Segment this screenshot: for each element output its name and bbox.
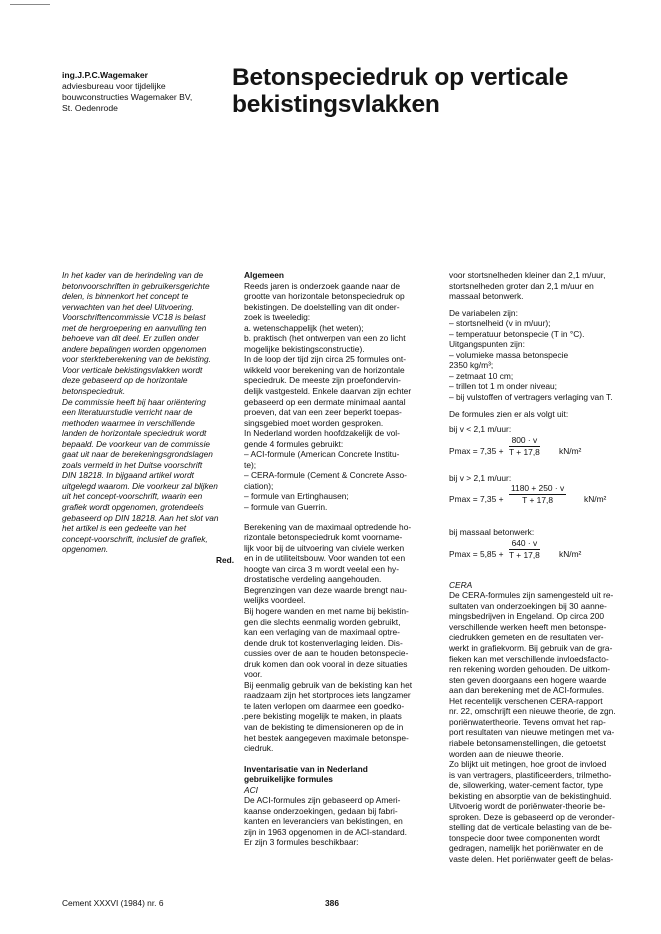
intro-line: bepaald. De voorkeur van de commissie — [62, 438, 211, 449]
body-line: zijn in 1963 opgenomen in de ACI-standard. — [244, 826, 407, 837]
assumptions-item: – zetmaat 10 cm; — [449, 370, 514, 381]
body-line: – CERA-formule (Cement & Concrete Asso- — [244, 470, 407, 481]
body-line: kaanse onderzoekingen, gedaan bij fabri- — [244, 805, 398, 816]
fraction-denominator: T + 17,8 — [509, 446, 540, 457]
body-line: het bestek aangegeven maximale betonspe- — [244, 732, 409, 743]
body-line: gende 4 formules gebruikt: — [244, 438, 344, 449]
body-line: zoek is tweeledig: — [244, 312, 311, 323]
body-line: grootte van horizontale betonspeciedruk op — [244, 291, 405, 302]
body-line: Uitvoerig wordt de poriënwater-theorie be- — [449, 801, 606, 812]
intro-line: uit het concept-voorschrift, waarin een — [62, 491, 203, 502]
intro-line: met de hergroepering en aanvulling ten — [62, 322, 207, 333]
intro-line: voor sterkteberekening van de bekisting. — [62, 354, 211, 365]
body-line: vaste delen. Het poriënwater geeft de belas- — [449, 853, 614, 864]
body-line: en in de utiliteitsbouw. Voor wanden tot een — [244, 553, 406, 564]
intro-line: landen de horizontale speciedruk wordt — [62, 428, 207, 439]
body-line: dende druk tot kostenverlaging leiden. Dis- — [244, 637, 403, 648]
assumptions-item: – trillen tot 1 m onder niveau; — [449, 381, 558, 392]
body-line: De ACI-formules zijn gebaseerd op Ameri- — [244, 795, 401, 806]
section-heading-inventarisatie: gebruikelijke formules — [244, 774, 333, 785]
body-line: wikkeld voor berekening van de horizontale — [244, 364, 405, 375]
column-2 — [244, 270, 440, 848]
body-line: tonspecie door twee componenten wordt — [449, 832, 600, 843]
fraction-numerator: 640 · v — [509, 538, 540, 550]
variables-item: – temperatuur betonspecie (T in °C). — [449, 328, 585, 339]
body-line: De CERA-formules zijn samengesteld uit re- — [449, 590, 614, 601]
subheading-aci: ACI — [244, 784, 258, 795]
body-line: de, silowerking, water-cement factor, type — [449, 780, 604, 791]
body-line: sten geven doorgaans een hogere waarde — [449, 674, 607, 685]
formulas-intro: De formules zien er als volgt uit: — [449, 408, 569, 419]
article-title — [232, 64, 632, 118]
body-line: sproken. Deze is gebaseerd op de veronder- — [449, 811, 615, 822]
intro-line: verwachten van het deel Uitvoering. — [62, 301, 194, 312]
page-number: 386 — [325, 898, 339, 908]
body-line: Begrenzingen van deze waarde brengt nau- — [244, 584, 407, 595]
body-line: In de loop der tijd zijn circa 25 formules ont- — [244, 354, 406, 365]
formula-unit: kN/m² — [584, 494, 607, 505]
intro-line: deze gebaseerd op de horizontale — [62, 375, 188, 386]
intro-line: In het kader van de herindeling van de — [62, 270, 204, 280]
body-line: port resultaten van nieuwe metingen met va- — [449, 727, 615, 738]
fraction-denominator: T + 17,8 — [522, 495, 553, 506]
author-name: ing.J.P.C.Wagemaker — [62, 70, 148, 80]
body-line: mogelijke bekistingsconstructie). — [244, 343, 365, 354]
intro-line: concept-voorschrift, inclusief de grafiek, — [62, 533, 208, 544]
body-line: aan dan berekening met de ACI-formules. — [449, 685, 605, 696]
formula-lhs: Pmax = 5,85 + — [449, 548, 504, 559]
intro-line: Voor verticale bekistingsvlakken wordt — [62, 364, 203, 375]
formula-condition: bij v < 2,1 m/uur: — [449, 424, 512, 435]
body-line: Het recentelijk verschenen CERA-rapport — [449, 695, 603, 706]
body-line: – ACI-formule (American Concrete Institu- — [244, 449, 400, 460]
assumptions-item: – volumieke massa betonspecie — [449, 349, 569, 360]
intro-line: methoden waarmee in verschillende — [62, 417, 195, 428]
body-line: kan een verlaging van de maximaal optre- — [244, 627, 400, 638]
fraction-denominator: T + 17,8 — [509, 549, 540, 560]
section-heading-inventarisatie: Inventarisatie van in Nederland — [244, 763, 368, 774]
author-affiliation-line: bouwconstructies Wagemaker BV, — [62, 92, 193, 102]
body-line: Er zijn 3 formules beschikbaar: — [244, 837, 359, 848]
body-line: te); — [244, 459, 257, 470]
assumptions-heading: Uitgangspunten zijn: — [449, 339, 525, 350]
fraction-numerator: 800 · v — [509, 435, 540, 447]
formula-fraction — [509, 435, 540, 458]
title-line: Betonspeciedruk op verticale — [232, 64, 569, 91]
formula-condition: bij massaal betonwerk: — [449, 527, 535, 538]
intro-line: Voorschriftencommissie VC18 is belast — [62, 312, 206, 323]
intro-line: het artikel is een gedeelte van het — [62, 523, 187, 534]
body-line: bekisting en absorptie van de bekistinghuid. — [449, 790, 612, 801]
intro-line: betonvoorschriften in gebruikersgerichte — [62, 280, 210, 291]
formula-fraction — [509, 483, 566, 506]
intro-line: behoeve van dit deel. Er zullen onder — [62, 333, 199, 344]
editorial-intro — [62, 270, 234, 565]
body-line: stortsnelheden groter dan 2,1 m/uur en — [449, 280, 594, 291]
body-line: speciedruk. De meeste zijn proefondervin- — [244, 375, 401, 386]
body-line: Reeds jaren is onderzoek gaande naar de — [244, 280, 400, 291]
author-affiliation-line: St. Oedenrode — [62, 103, 118, 113]
body-line: drostatische verdeling aangehouden. — [244, 574, 382, 585]
margin-mark: · — [241, 713, 244, 723]
body-line: stelling dat de verticale belasting van de be- — [449, 822, 612, 833]
body-line: gebaseerd op een dermate minimaal aantal — [244, 396, 406, 407]
body-line: Bij eenmalig gebruik van de bekisting kan het — [244, 679, 413, 690]
assumptions-item: 2350 kg/m³; — [449, 360, 494, 371]
body-line: worden aan de nieuwe theorie. — [449, 748, 564, 759]
body-line: mingsbedrijven in Engeland. Op circa 200 — [449, 611, 605, 622]
variables-item: – stortsnelheid (v in m/uur); — [449, 318, 551, 329]
body-line: werkt in grafiekvorm. Bij gebruik van de gra- — [449, 643, 613, 654]
body-line: ciedruk. — [244, 743, 274, 754]
intro-line: betonspeciedruk. — [62, 386, 126, 397]
body-line: ren rekening worden gehouden. De uitkom- — [449, 664, 611, 675]
spacer — [244, 513, 440, 522]
body-line: raadzaam zijn het stortproces iets langzamer — [244, 690, 411, 701]
body-line: singsgebied moet worden gesproken. — [244, 417, 384, 428]
formula-lhs: Pmax = 7,35 + — [449, 494, 504, 505]
body-line: Bij hogere wanden en met name bij bekistin- — [244, 605, 409, 616]
body-line: druk komen dan ook vooral in deze situaties — [244, 658, 408, 669]
body-line: bekistingen. De doelstelling van dit onder- — [244, 301, 400, 312]
formula-lhs: Pmax = 7,35 + — [449, 445, 504, 456]
journal-reference: Cement XXXVI (1984) nr. 6 — [62, 898, 164, 908]
intro-line: gebaseerd op DIN 18218. Aan het slot van — [62, 512, 219, 523]
formula-condition: bij v > 2,1 m/uur: — [449, 472, 512, 483]
spacer — [244, 754, 440, 764]
intro-line: grafiek wordt opgenomen, grotendeels — [62, 502, 204, 513]
intro-line: uitgelegd waarom. Die voorkeur zal blijken — [62, 480, 218, 491]
body-line: lijk voor bij de uitvoering van civiele werken — [244, 542, 405, 553]
spacer — [449, 517, 639, 527]
intro-line: opgenomen. — [62, 544, 109, 555]
body-line: a. wetenschappelijk (het weten); — [244, 322, 364, 333]
body-line: voor. — [244, 669, 263, 680]
body-line: Berekening van de maximaal optredende ho- — [244, 521, 412, 532]
pressure-formula — [449, 538, 639, 572]
formula-unit: kN/m² — [559, 548, 582, 559]
body-line: poriënwatertheorie. Tevens omvat het rap- — [449, 716, 606, 727]
title-line: bekistingsvlakken — [232, 91, 440, 118]
body-line: cussies over de aan te houden betonspecie- — [244, 648, 409, 659]
body-line: In Nederland worden hoofdzakelijk de vol- — [244, 428, 400, 439]
assumptions-item: – bij vulstoffen of vertragers verlaging van T. — [449, 392, 613, 403]
intro-line: gaat uit naar de berekeningsgrondslagen — [62, 449, 213, 460]
body-line: fieken kan met verschillende invloedsfacto- — [449, 653, 609, 664]
body-line: proeven, dat van een zeer beperkt toepas- — [244, 407, 402, 418]
body-line: Zo blijkt uit metingen, hoe groot de invloed — [449, 759, 607, 770]
body-line: verschillende werken heeft men betonspe- — [449, 621, 607, 632]
section-heading-algemeen: Algemeen — [244, 270, 285, 280]
body-line: massaal betonwerk. — [449, 291, 524, 302]
intro-line: delen, is binnenkort het concept te — [62, 291, 189, 302]
body-line: pere bekisting mogelijk te maken, in plaats — [244, 711, 402, 722]
body-line: voor stortsnelheden kleiner dan 2,1 m/uur, — [449, 270, 606, 280]
pressure-formula — [449, 435, 639, 469]
body-line: van de bekisting te dimensioneren op de in — [244, 721, 404, 732]
intro-line: DIN 18218. In bijgaand artikel wordt — [62, 470, 194, 481]
fraction-numerator: 1180 + 250 · v — [511, 483, 565, 494]
pressure-formula — [449, 483, 639, 517]
body-line: nr. 22, omschrijft een nieuwe theorie, de zgn. — [449, 706, 616, 717]
intro-line: zoals vermeld in het Duitse voorschrift — [62, 459, 203, 470]
body-line: welijks voordeel. — [244, 595, 306, 606]
formula-fraction — [509, 538, 540, 561]
author-affiliation-line: adviesbureau voor tijdelijke — [62, 81, 166, 91]
editor-signature: Red. — [216, 554, 234, 565]
intro-line: andere bepalingen worden opgenomen — [62, 343, 207, 354]
body-line: gen die slechts eenmalig worden gebruikt, — [244, 616, 401, 627]
body-line: sultaten van onderzoekingen bij 30 aanne- — [449, 600, 607, 611]
body-line: kanten en leveranciers van bekistingen, en — [244, 816, 403, 827]
author-block — [62, 70, 222, 114]
body-line: is van vertragers, plastificeerders, trilmetho- — [449, 769, 612, 780]
header-rule — [10, 4, 50, 5]
subheading-cera: CERA — [449, 579, 473, 590]
body-line: ciation); — [244, 480, 274, 491]
body-line: te laten verlopen om daarmee een goedko- — [244, 700, 405, 711]
column-3 — [449, 270, 639, 865]
body-line: b. praktisch (het ontwerpen van een zo licht — [244, 333, 406, 344]
body-line: rizontale betonspeciedruk komt voorname- — [244, 532, 403, 543]
body-line: ciedrukken gemeten en de resultaten ver- — [449, 632, 604, 643]
body-line: hoogte van circa 3 m wordt veelal een hy- — [244, 563, 400, 574]
intro-line: De commissie heeft bij haar oriëntering — [62, 396, 206, 407]
body-line: gedragen, namelijk het poriënwater en de — [449, 843, 604, 854]
formula-unit: kN/m² — [559, 445, 582, 456]
spacer — [449, 572, 639, 580]
variables-heading: De variabelen zijn: — [449, 307, 518, 318]
body-line: riabele betonsamenstellingen, die getoetst — [449, 737, 606, 748]
intro-line: een literatuurstudie verricht naar de — [62, 407, 193, 418]
body-line: – formule van Guerrin. — [244, 502, 328, 513]
body-line: delijk vastgesteld. Enkele daarvan zijn echter — [244, 386, 412, 397]
body-line: – formule van Ertinghausen; — [244, 491, 349, 502]
